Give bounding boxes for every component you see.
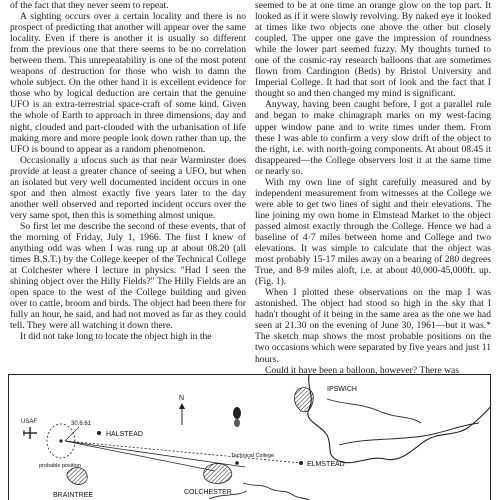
elmstead-label: ELMSTEAD (307, 461, 345, 468)
paragraph: With my own line of sight carefully measured and by independent measurement from witnesses at the College we were able to get two lines of sight and their elevations. The line joining my own home in Elmstead Market to the object passed almost exactly through the College. Hence we had a baseline of 4·7 miles between home and College and two elevations. It was simple to calculate that the object was most probably 15-17 miles away on a bearing of 280 degrees True, and 8-9 miles aloft, i.e. at about 40,000-45,000ft. up. (Fig. 1). (255, 176, 491, 288)
probable-position-label (39, 463, 81, 469)
sight-line (65, 441, 301, 463)
technical-college-marker (235, 461, 239, 465)
sight-line (65, 441, 245, 467)
technical-college-label: Technical College (231, 453, 275, 459)
paragraph: seemed to be at one time an orange glow on the top part. It looked as if it were slowly revolving. By naked eye it looked at times like two objects one above the other but closely coupled. The upper one gave the impression of roundness while the lower part seemed fuzzy. My thoughts turned to one of the cosmic-ray research balloons that are sometimes flown from Cardington (Beds) by Bristol University and Imperial College. It had that sort of look and the fact that I thought so and then changed my mind is significant. (255, 0, 491, 100)
right-column (255, 0, 491, 376)
orwell-estuary (327, 399, 421, 423)
leader-line (65, 427, 79, 441)
paragraph: It did not take long to locate the object high in the (20, 331, 212, 343)
paragraph: Occasionally a ufocus such as that near Warminster does provide at least a greater chance of seeing a UFO, but when an isolated but very well documented incident occurs in one spot and then almost exactly five years later to the day another well observed and reported incident occurs over the very same spot, then this is something almost unique. (10, 154, 246, 221)
paragraph: Anyway, having been caught before, I got a parallel rule and began to make chinagraph marks on my west-facing upper window pane and to write times under them. From these I was able to confirm a very slow drift of the object to the right, i.e. with north-going components. At about 08.45 it disappeared—the College observers lost it at the same time or nearly so. (255, 99, 491, 177)
left-column (10, 0, 246, 342)
paragraph: When I plotted these observations on the map I was astonished. The object had stood so high in the sky that I hadn't thought of it being in the same area as the one we had seen at 21.30 on the evening of June 30, 1961—but it was.* The sketch map shows the most probable positions on the two occasions which were separated by five years and just 11 hours. (255, 287, 491, 365)
paragraph: A sighting occurs over a certain locality and there is no prospect of predicting that another will appear over the same locality. Even if there is another it is usually so different from the previous one that there seems to be no correlation between them. This unrepeatability is one of the most potent weapons of destruction for those who wish to damn the whole subject. On the other hand it is excellent evidence for those who by logical deduction are certain that the genuine UFO is an extra-terrestrial space-craft of some kind. Given the whole of Earth to approach in three dimensions, day and night, clouded and part-clouded with the urbanisation of life making more and more people look down rather than up, the UFO is bound to appear as a random phenomenon. (10, 11, 246, 155)
sketch-map (9, 375, 491, 500)
north-arrow-icon (179, 403, 185, 425)
north-label: N (179, 395, 185, 402)
date-label: 30.6.61 (71, 421, 92, 427)
sketch-map-figure (8, 374, 491, 500)
paragraph: So first let me describe the second of these events, that of the morning of Friday, July 1, 1966. The first I knew of anything odd was when I was rung up at about 08.20 (all times B.S.T.) by the College keeper of the Technical College at Colchester where I lecture in physics. "Had I seen the shining object over the Hilly Fields?" The Hilly Fields are an open space to the west of the College building and given over to cattle, broom and birds. The object had been there for fully an hour, he said, and had not moved as far as they could tell. They were all watching it down there. (10, 220, 246, 332)
colchester-label: COLCHESTER (184, 489, 232, 496)
aircraft-icon (23, 427, 37, 439)
elmstead-marker (299, 461, 303, 465)
usaf-label: USAF (21, 419, 38, 425)
braintree-label: BRAINTREE (53, 492, 94, 499)
sight-line (65, 441, 215, 471)
probable-position-text: probable position (39, 463, 81, 469)
probable-position-point (59, 439, 62, 442)
ipswich-town (295, 388, 314, 412)
halstead-marker (97, 431, 101, 435)
ipswich-label: IPSWICH (327, 386, 357, 393)
colchester-town (204, 464, 232, 484)
paragraph: Could it have been a balloon, however? There was (265, 364, 460, 376)
stour-estuary (339, 423, 479, 445)
braintree-town (67, 468, 87, 485)
ufo-icon (233, 407, 241, 427)
colne-estuary (243, 483, 311, 500)
halstead-label: HALSTEAD (106, 431, 143, 438)
paragraph: of the fact that they never seem to repeat. (10, 0, 169, 11)
